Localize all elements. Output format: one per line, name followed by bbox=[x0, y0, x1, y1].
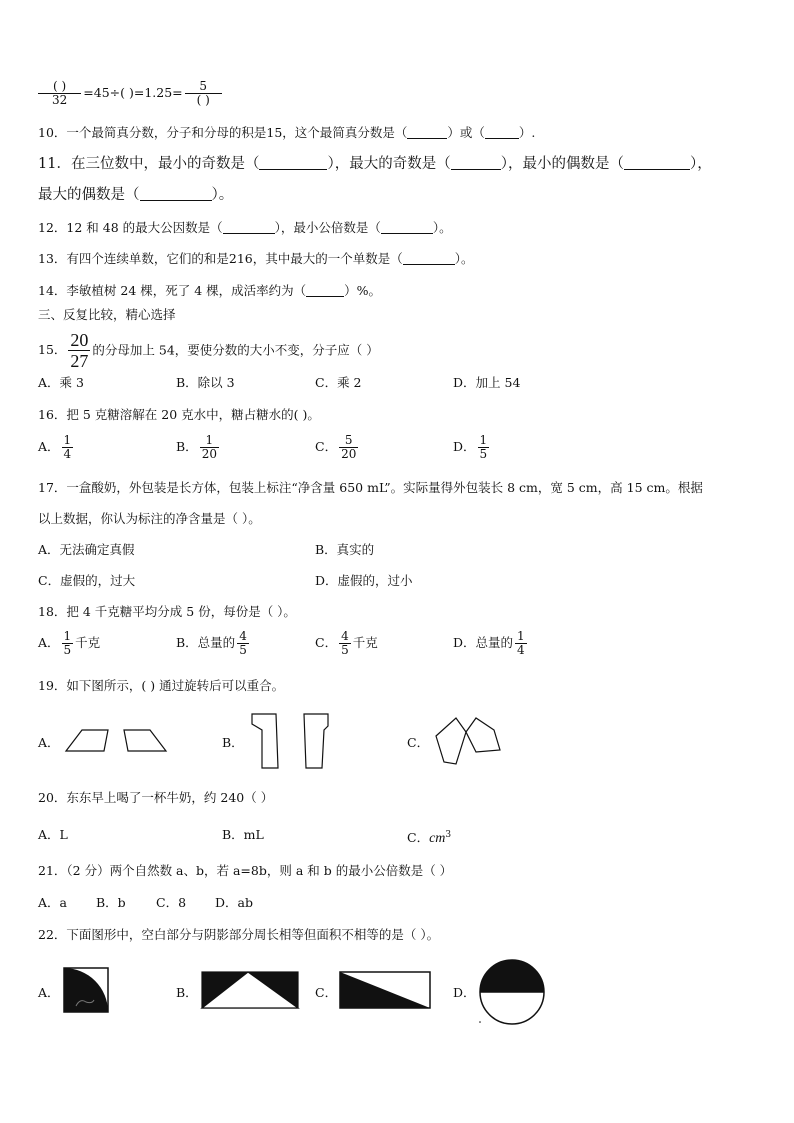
option-c[interactable] bbox=[315, 434, 360, 461]
answer-blank[interactable] bbox=[485, 126, 519, 139]
question-17-line2: 以上数据，你认为标注的净含量是（ ）。 bbox=[38, 511, 261, 526]
option-c[interactable]: C． bbox=[407, 735, 430, 750]
option-b[interactable]: B．除以 3 bbox=[176, 375, 235, 390]
unit-exponent: 3 bbox=[445, 830, 452, 840]
question-10 bbox=[38, 124, 535, 142]
option-b[interactable] bbox=[176, 630, 251, 657]
pentagon-pair-figure bbox=[432, 714, 504, 770]
question-text: ）， bbox=[689, 156, 712, 172]
option-d[interactable]: D．ab bbox=[215, 895, 253, 910]
fraction-denominator: ( ) bbox=[185, 93, 222, 107]
fraction bbox=[62, 434, 74, 461]
fraction-denominator: 5 bbox=[63, 643, 72, 657]
fraction bbox=[237, 630, 249, 657]
option-b[interactable]: B．真实的 bbox=[315, 542, 375, 557]
answer-blank[interactable] bbox=[381, 221, 433, 234]
fraction bbox=[185, 80, 222, 107]
option-label: D． bbox=[453, 439, 476, 454]
option-a[interactable]: A．乘 3 bbox=[38, 375, 84, 390]
fraction bbox=[515, 630, 527, 657]
fraction-denominator: 5 bbox=[341, 643, 349, 657]
fraction-denominator: 20 bbox=[201, 447, 217, 461]
option-c[interactable]: C． bbox=[315, 985, 338, 1000]
answer-blank[interactable] bbox=[306, 284, 344, 297]
option-d[interactable] bbox=[453, 630, 529, 657]
question-text: ）. bbox=[518, 125, 536, 140]
answer-blank[interactable] bbox=[259, 157, 327, 170]
fraction-denominator: 27 bbox=[70, 351, 89, 371]
option-c[interactable]: C．乘 2 bbox=[315, 375, 362, 390]
fraction-numerator: 1 bbox=[517, 629, 525, 643]
question-9-tail bbox=[38, 80, 224, 107]
fraction-numerator: 5 bbox=[199, 79, 208, 93]
option-c[interactable]: C．虚假的，过大 bbox=[38, 573, 136, 588]
fraction-denominator: 4 bbox=[63, 447, 72, 461]
fraction bbox=[478, 434, 490, 461]
step-shape-pair-figure bbox=[248, 712, 332, 772]
question-20: 20．东东早上喝了一杯牛奶，约 240（ ） bbox=[38, 790, 274, 805]
option-a[interactable] bbox=[38, 630, 100, 657]
question-text: 最大的偶数是（ bbox=[38, 187, 140, 203]
option-label: D．总量的 bbox=[453, 635, 514, 650]
fraction-numerator: 1 bbox=[63, 629, 72, 643]
option-d[interactable] bbox=[453, 434, 491, 461]
fraction-numerator: 5 bbox=[344, 433, 353, 447]
question-text: 的分母加上 54，要使分数的大小不变，分子应（ ） bbox=[92, 342, 379, 358]
option-label: B．总量的 bbox=[176, 635, 236, 650]
question-text: 10．一个最简真分数，分子和分母的积是15，这个最简真分数是（ bbox=[38, 125, 408, 140]
question-text: ）。 bbox=[454, 251, 474, 266]
option-label: C． bbox=[315, 439, 338, 454]
option-d[interactable]: D．虚假的，过小 bbox=[315, 573, 413, 588]
option-d[interactable]: D．加上 54 bbox=[453, 375, 521, 390]
trapezoid-pair-figure bbox=[62, 726, 172, 756]
fraction-denominator: 5 bbox=[479, 447, 488, 461]
fraction bbox=[200, 434, 219, 461]
fraction-denominator: 4 bbox=[517, 643, 525, 657]
fraction bbox=[339, 434, 358, 461]
fraction-numerator: 1 bbox=[63, 433, 72, 447]
question-text: ），最小公倍数是（ bbox=[274, 220, 381, 235]
option-label: A． bbox=[38, 439, 60, 454]
option-b[interactable]: B． bbox=[222, 735, 244, 750]
question-text: ）或（ bbox=[447, 125, 485, 140]
question-22: 22．下面图形中，空白部分与阴影部分周长相等但面积不相等的是（ ）。 bbox=[38, 927, 440, 942]
option-label: A． bbox=[38, 635, 60, 650]
question-text: ）%。 bbox=[344, 283, 382, 298]
option-b[interactable]: B． bbox=[176, 985, 198, 1000]
unit-text: 千克 bbox=[75, 635, 101, 650]
question-text: ）。 bbox=[211, 187, 234, 203]
question-text: 11．在三位数中，最小的奇数是（ bbox=[38, 156, 260, 172]
question-text: 12．12 和 48 的最大公因数是（ bbox=[38, 220, 223, 235]
option-b[interactable]: B．mL bbox=[222, 827, 264, 842]
option-c[interactable]: C．8 bbox=[156, 895, 187, 910]
quarter-circle-square-figure bbox=[62, 966, 110, 1014]
question-12 bbox=[38, 219, 452, 237]
fraction bbox=[62, 630, 74, 657]
option-a[interactable]: A． bbox=[38, 985, 60, 1000]
option-label: C． bbox=[407, 830, 430, 846]
option-a[interactable]: A．L bbox=[38, 827, 68, 842]
fraction bbox=[38, 80, 81, 107]
question-21: 21．（2 分）两个自然数 a、b，若 a=8b，则 a 和 b 的最小公倍数是（ ） bbox=[38, 863, 453, 878]
question-11-line2 bbox=[38, 186, 233, 204]
question-text: 13．有四个连续单数，它们的和是216，其中最大的一个单数是（ bbox=[38, 251, 403, 266]
answer-blank[interactable] bbox=[407, 126, 447, 139]
fraction-denominator: 32 bbox=[38, 93, 81, 107]
section-heading: 三、反复比较，精心选择 bbox=[38, 307, 176, 322]
question-17: 17．一盒酸奶，外包装是长方体，包装上标注“净含量 650 mL”。实际量得外包装长 8 cm，宽 5 cm，高 15 cm。根据 bbox=[38, 480, 703, 495]
option-c[interactable] bbox=[315, 630, 378, 657]
option-label: C． bbox=[315, 635, 338, 650]
unit-text: 千克 bbox=[352, 635, 378, 650]
question-text: ）。 bbox=[432, 220, 452, 235]
unit-text: cm bbox=[429, 831, 446, 847]
option-c[interactable] bbox=[407, 826, 451, 848]
answer-blank[interactable] bbox=[403, 252, 455, 265]
fraction-numerator: 1 bbox=[479, 433, 488, 447]
fraction-denominator: 5 bbox=[239, 643, 247, 657]
answer-blank[interactable] bbox=[624, 157, 690, 170]
option-a[interactable]: A． bbox=[38, 735, 60, 750]
option-label: B． bbox=[176, 439, 198, 454]
answer-blank[interactable] bbox=[140, 188, 212, 201]
diagonal-rectangle-figure bbox=[338, 970, 432, 1010]
question-14 bbox=[38, 282, 381, 300]
question-text: ），最小的偶数是（ bbox=[500, 156, 624, 172]
option-b[interactable]: B．b bbox=[96, 895, 126, 910]
fraction-numerator: ( ) bbox=[53, 79, 67, 93]
question-18: 18．把 4 千克糖平均分成 5 份，每份是（ ）。 bbox=[38, 604, 296, 619]
question-15 bbox=[38, 330, 379, 371]
fraction-denominator: 20 bbox=[341, 447, 357, 461]
answer-blank[interactable] bbox=[223, 221, 275, 234]
fraction-numerator: 20 bbox=[70, 330, 89, 350]
question-16: 16．把 5 克糖溶解在 20 克水中，糖占糖水的( )。 bbox=[38, 407, 320, 422]
triangle-rectangle-figure bbox=[200, 970, 300, 1010]
option-d[interactable]: D． bbox=[453, 985, 476, 1000]
option-a[interactable]: A．无法确定真假 bbox=[38, 542, 135, 557]
half-circle-figure bbox=[478, 958, 548, 1028]
option-a[interactable] bbox=[38, 434, 75, 461]
fraction-numerator: 4 bbox=[239, 629, 247, 643]
question-text: 14．李敏植树 24 棵，死了 4 棵，成活率约为（ bbox=[38, 283, 307, 298]
question-19: 19．如下图所示，( ) 通过旋转后可以重合。 bbox=[38, 678, 285, 693]
answer-blank[interactable] bbox=[451, 157, 501, 170]
equation-text: =45÷( )=1.25= bbox=[83, 85, 183, 100]
question-11 bbox=[38, 155, 712, 173]
question-13 bbox=[38, 250, 474, 268]
fraction-numerator: 1 bbox=[205, 433, 214, 447]
fraction-numerator: 4 bbox=[341, 629, 349, 643]
question-text: ），最大的奇数是（ bbox=[327, 156, 451, 172]
question-number: 15． bbox=[38, 342, 67, 357]
option-b[interactable] bbox=[176, 434, 221, 461]
option-a[interactable]: A．a bbox=[38, 895, 67, 910]
fraction bbox=[68, 330, 90, 371]
fraction bbox=[339, 630, 351, 657]
